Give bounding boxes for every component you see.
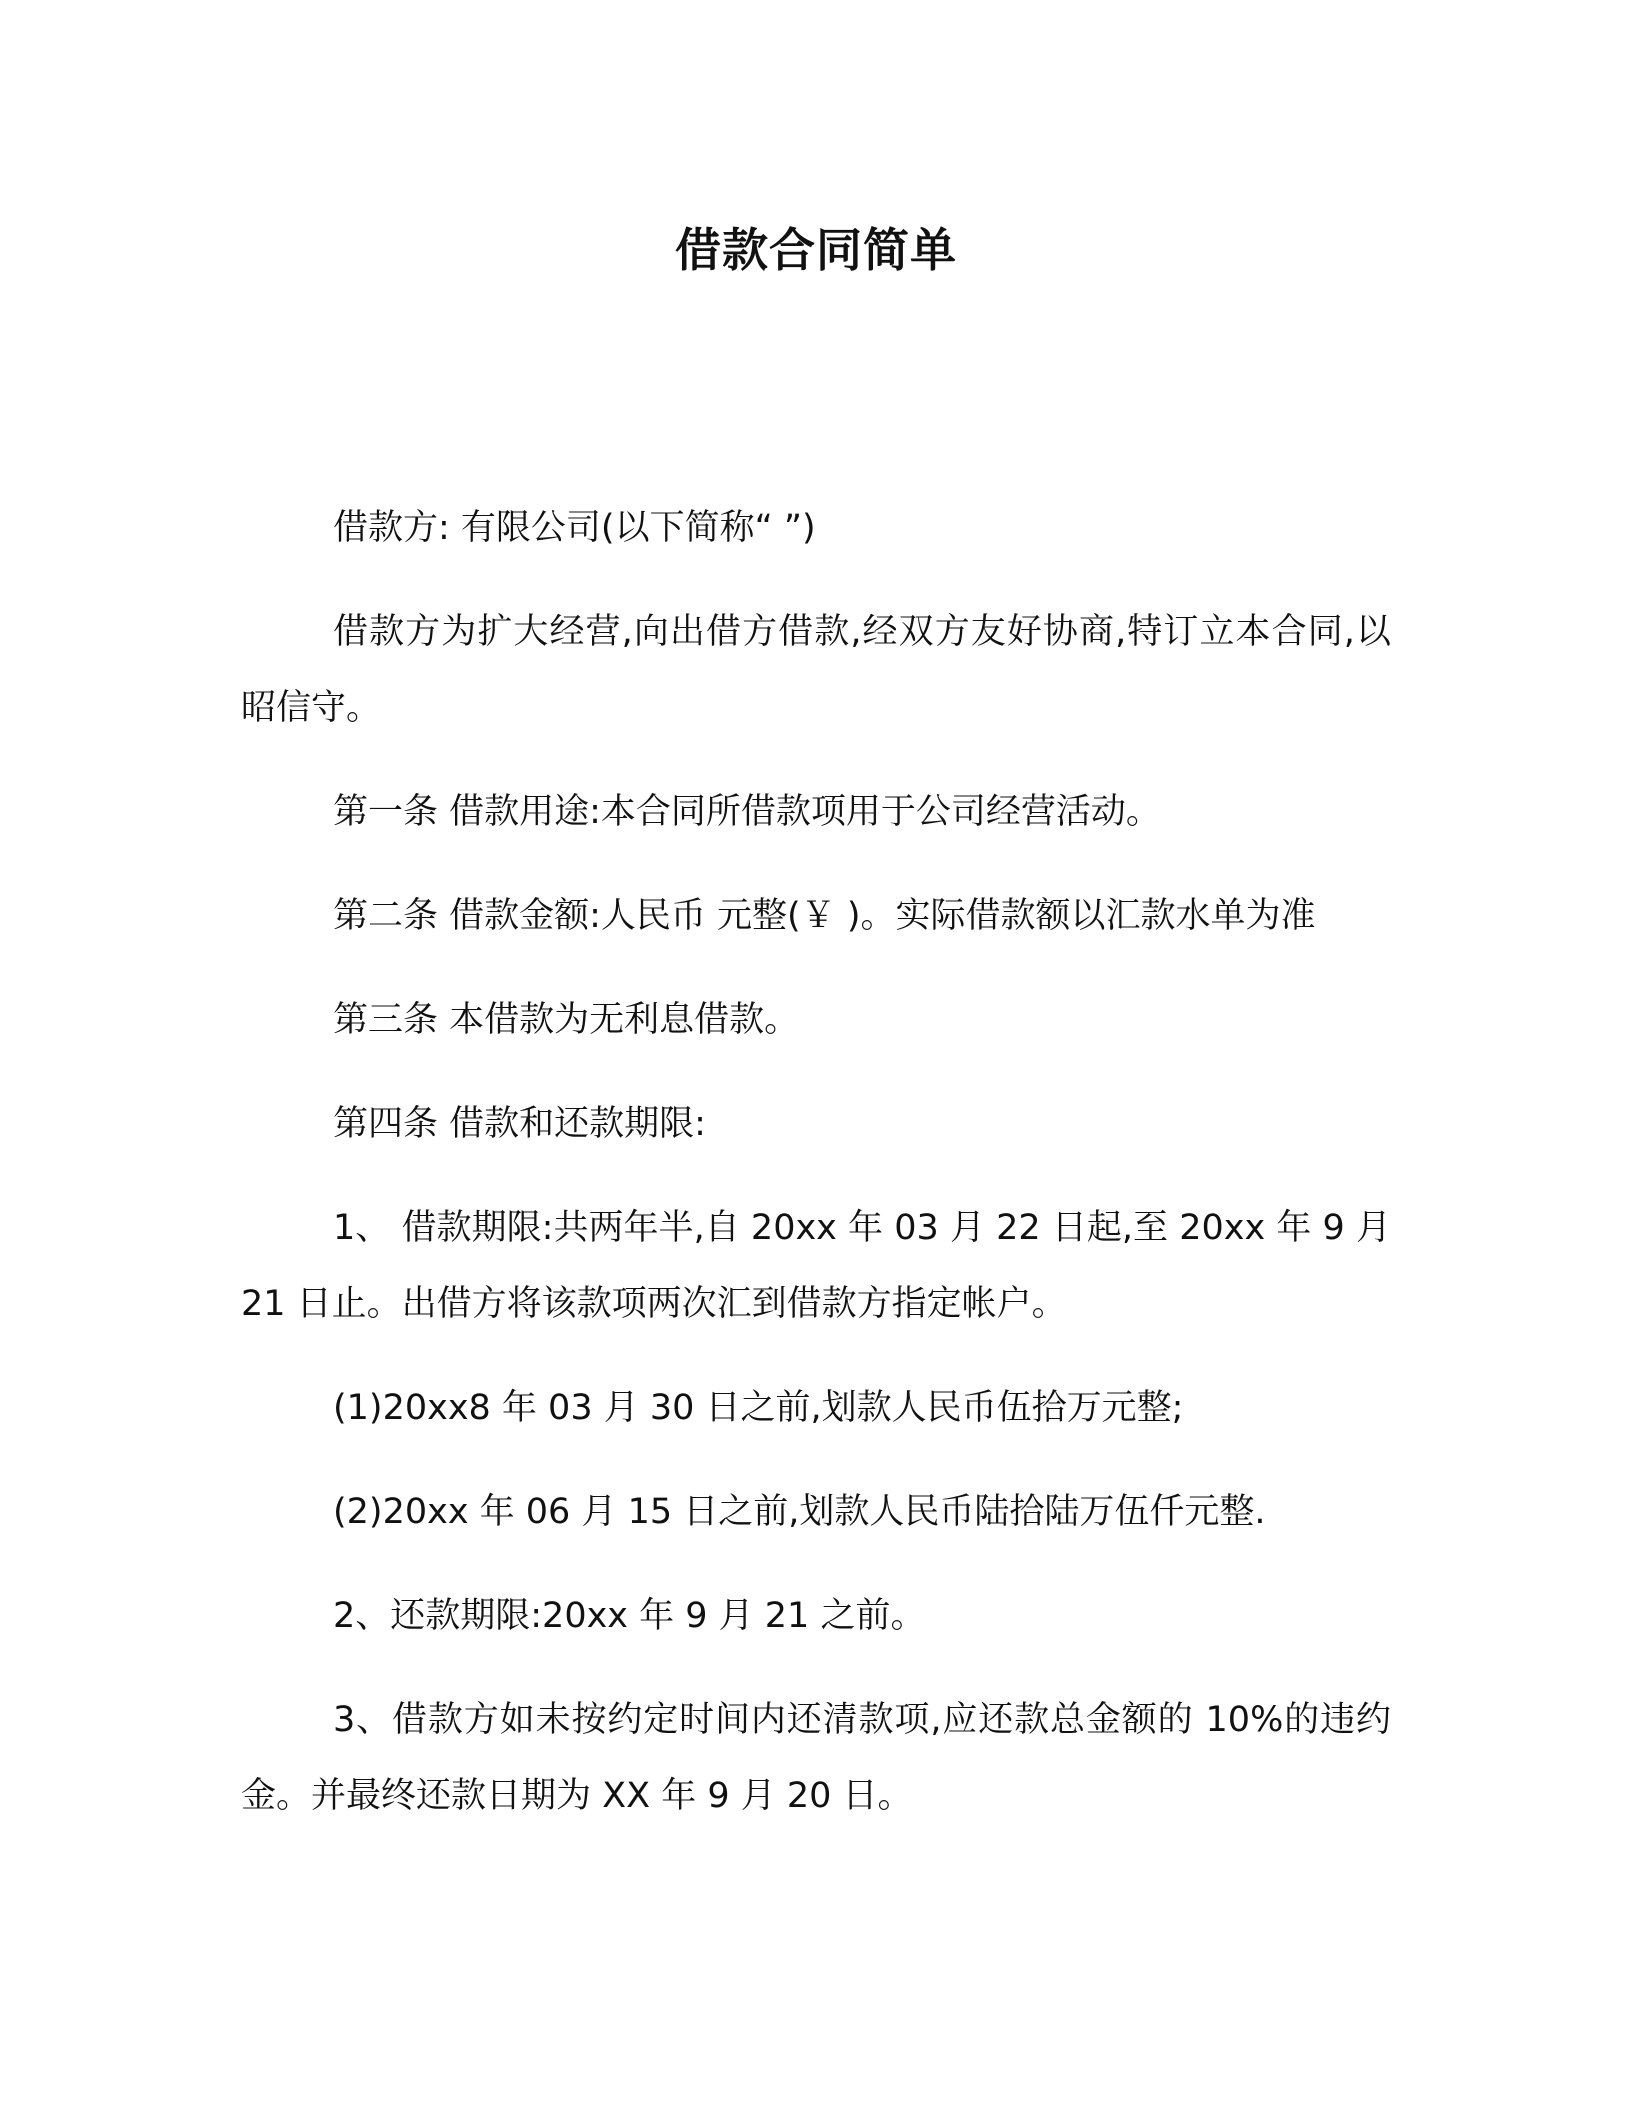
penalty-clause: 3、借款方如未按约定时间内还清款项,应还款总金额的 10%的违约金。并最终还款日期为 XX 年 9 月 20 日。 (241, 1700, 1391, 1816)
document-title: 借款合同简单 (675, 223, 957, 277)
repayment-term-clause: 2、还款期限:20xx 年 9 月 21 之前。 (333, 1596, 926, 1636)
intro-paragraph: 借款方为扩大经营,向出借方借款,经双方友好协商,特订立本合同,以昭信守。 (241, 612, 1391, 728)
article-2: 第二条 借款金额:人民币 元整(￥ )。实际借款额以汇款水单为准 (333, 896, 1316, 936)
loan-term-clause: 1、 借款期限:共两年半,自 20xx 年 03 月 22 日起,至 20xx 年 9 月 21 日止。出借方将该款项两次汇到借款方指定帐户。 (241, 1208, 1403, 1324)
document-body (241, 490, 1403, 1862)
article-1: 第一条 借款用途:本合同所借款项用于公司经营活动。 (333, 792, 1161, 832)
borrower-line: 借款方: 有限公司(以下简称“ ”) (333, 508, 816, 548)
article-4-heading: 第四条 借款和还款期限: (333, 1104, 706, 1144)
transfer-item-2: (2)20xx 年 06 月 15 日之前,划款人民币陆拾陆万伍仟元整. (333, 1492, 1266, 1532)
article-3: 第三条 本借款为无利息借款。 (333, 1000, 800, 1040)
transfer-item-1: (1)20xx8 年 03 月 30 日之前,划款人民币伍拾万元整; (333, 1388, 1184, 1428)
